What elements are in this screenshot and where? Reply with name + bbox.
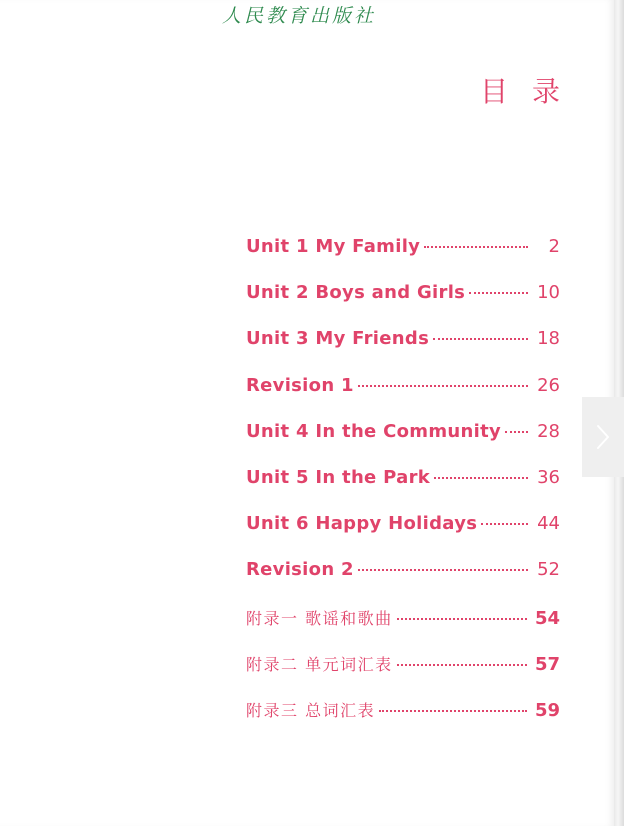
- toc-leader-dots: [433, 338, 528, 340]
- toc-leader-dots: [434, 477, 528, 479]
- toc-entry-label: Unit 5 In the Park: [246, 466, 431, 488]
- next-page-button[interactable]: [582, 397, 624, 477]
- toc-leader-dots: [358, 569, 528, 571]
- toc-entry-unit-3[interactable]: [246, 328, 560, 374]
- toc-entry-unit-2[interactable]: [246, 282, 560, 328]
- toc-entry-label: 附录一 歌谣和歌曲: [246, 608, 393, 628]
- toc-entry-label: Unit 4 In the Community: [246, 420, 502, 442]
- toc-leader-dots: [505, 431, 528, 433]
- toc-entry-page: 28: [537, 420, 560, 442]
- toc-entry-unit-6[interactable]: [246, 513, 560, 559]
- toc-entry-page: 52: [537, 559, 560, 581]
- toc-entry-label: 附录二 单元词汇表: [246, 654, 393, 674]
- toc-entry-revision-2[interactable]: [246, 559, 560, 605]
- toc-entry-unit-5[interactable]: [246, 467, 560, 513]
- toc-title: 目录: [480, 75, 585, 108]
- toc-leader-dots: [469, 292, 528, 294]
- toc-entry-page: 10: [537, 282, 560, 304]
- toc-entry-page: 44: [537, 513, 560, 535]
- toc-entry-unit-1[interactable]: [246, 236, 560, 282]
- toc-entry-page: 36: [537, 466, 560, 488]
- toc-entry-page: 26: [537, 374, 560, 396]
- toc-leader-dots: [358, 385, 528, 387]
- toc-entry-page: 54: [534, 607, 560, 629]
- publisher-logo: 人民教育出版社: [222, 5, 377, 27]
- toc-leader-dots: [379, 710, 527, 712]
- toc-entry-label: 附录三 总词汇表: [246, 700, 376, 720]
- toc-entry-page: 18: [537, 328, 560, 350]
- table-of-contents: [246, 236, 560, 744]
- chevron-right-icon: [596, 424, 610, 450]
- toc-entry-appendix-2[interactable]: [246, 652, 560, 698]
- toc-entry-page: 57: [534, 653, 560, 675]
- toc-leader-dots: [424, 246, 528, 248]
- toc-entry-label: Revision 2: [246, 559, 354, 581]
- toc-leader-dots: [481, 523, 528, 525]
- toc-entry-unit-4[interactable]: [246, 421, 560, 467]
- toc-entry-appendix-3[interactable]: [246, 698, 560, 744]
- toc-entry-label: Unit 3 My Friends: [246, 328, 430, 350]
- toc-leader-dots: [397, 618, 527, 620]
- toc-leader-dots: [397, 664, 527, 666]
- toc-entry-label: Unit 6 Happy Holidays: [246, 513, 478, 535]
- toc-entry-label: Unit 1 My Family: [246, 236, 421, 257]
- toc-entry-appendix-1[interactable]: [246, 606, 560, 652]
- toc-entry-page: 2: [548, 236, 560, 257]
- toc-entry-label: Revision 1: [246, 374, 354, 396]
- toc-entry-page: 59: [534, 699, 560, 721]
- toc-entry-revision-1[interactable]: [246, 375, 560, 421]
- toc-entry-label: Unit 2 Boys and Girls: [246, 282, 466, 304]
